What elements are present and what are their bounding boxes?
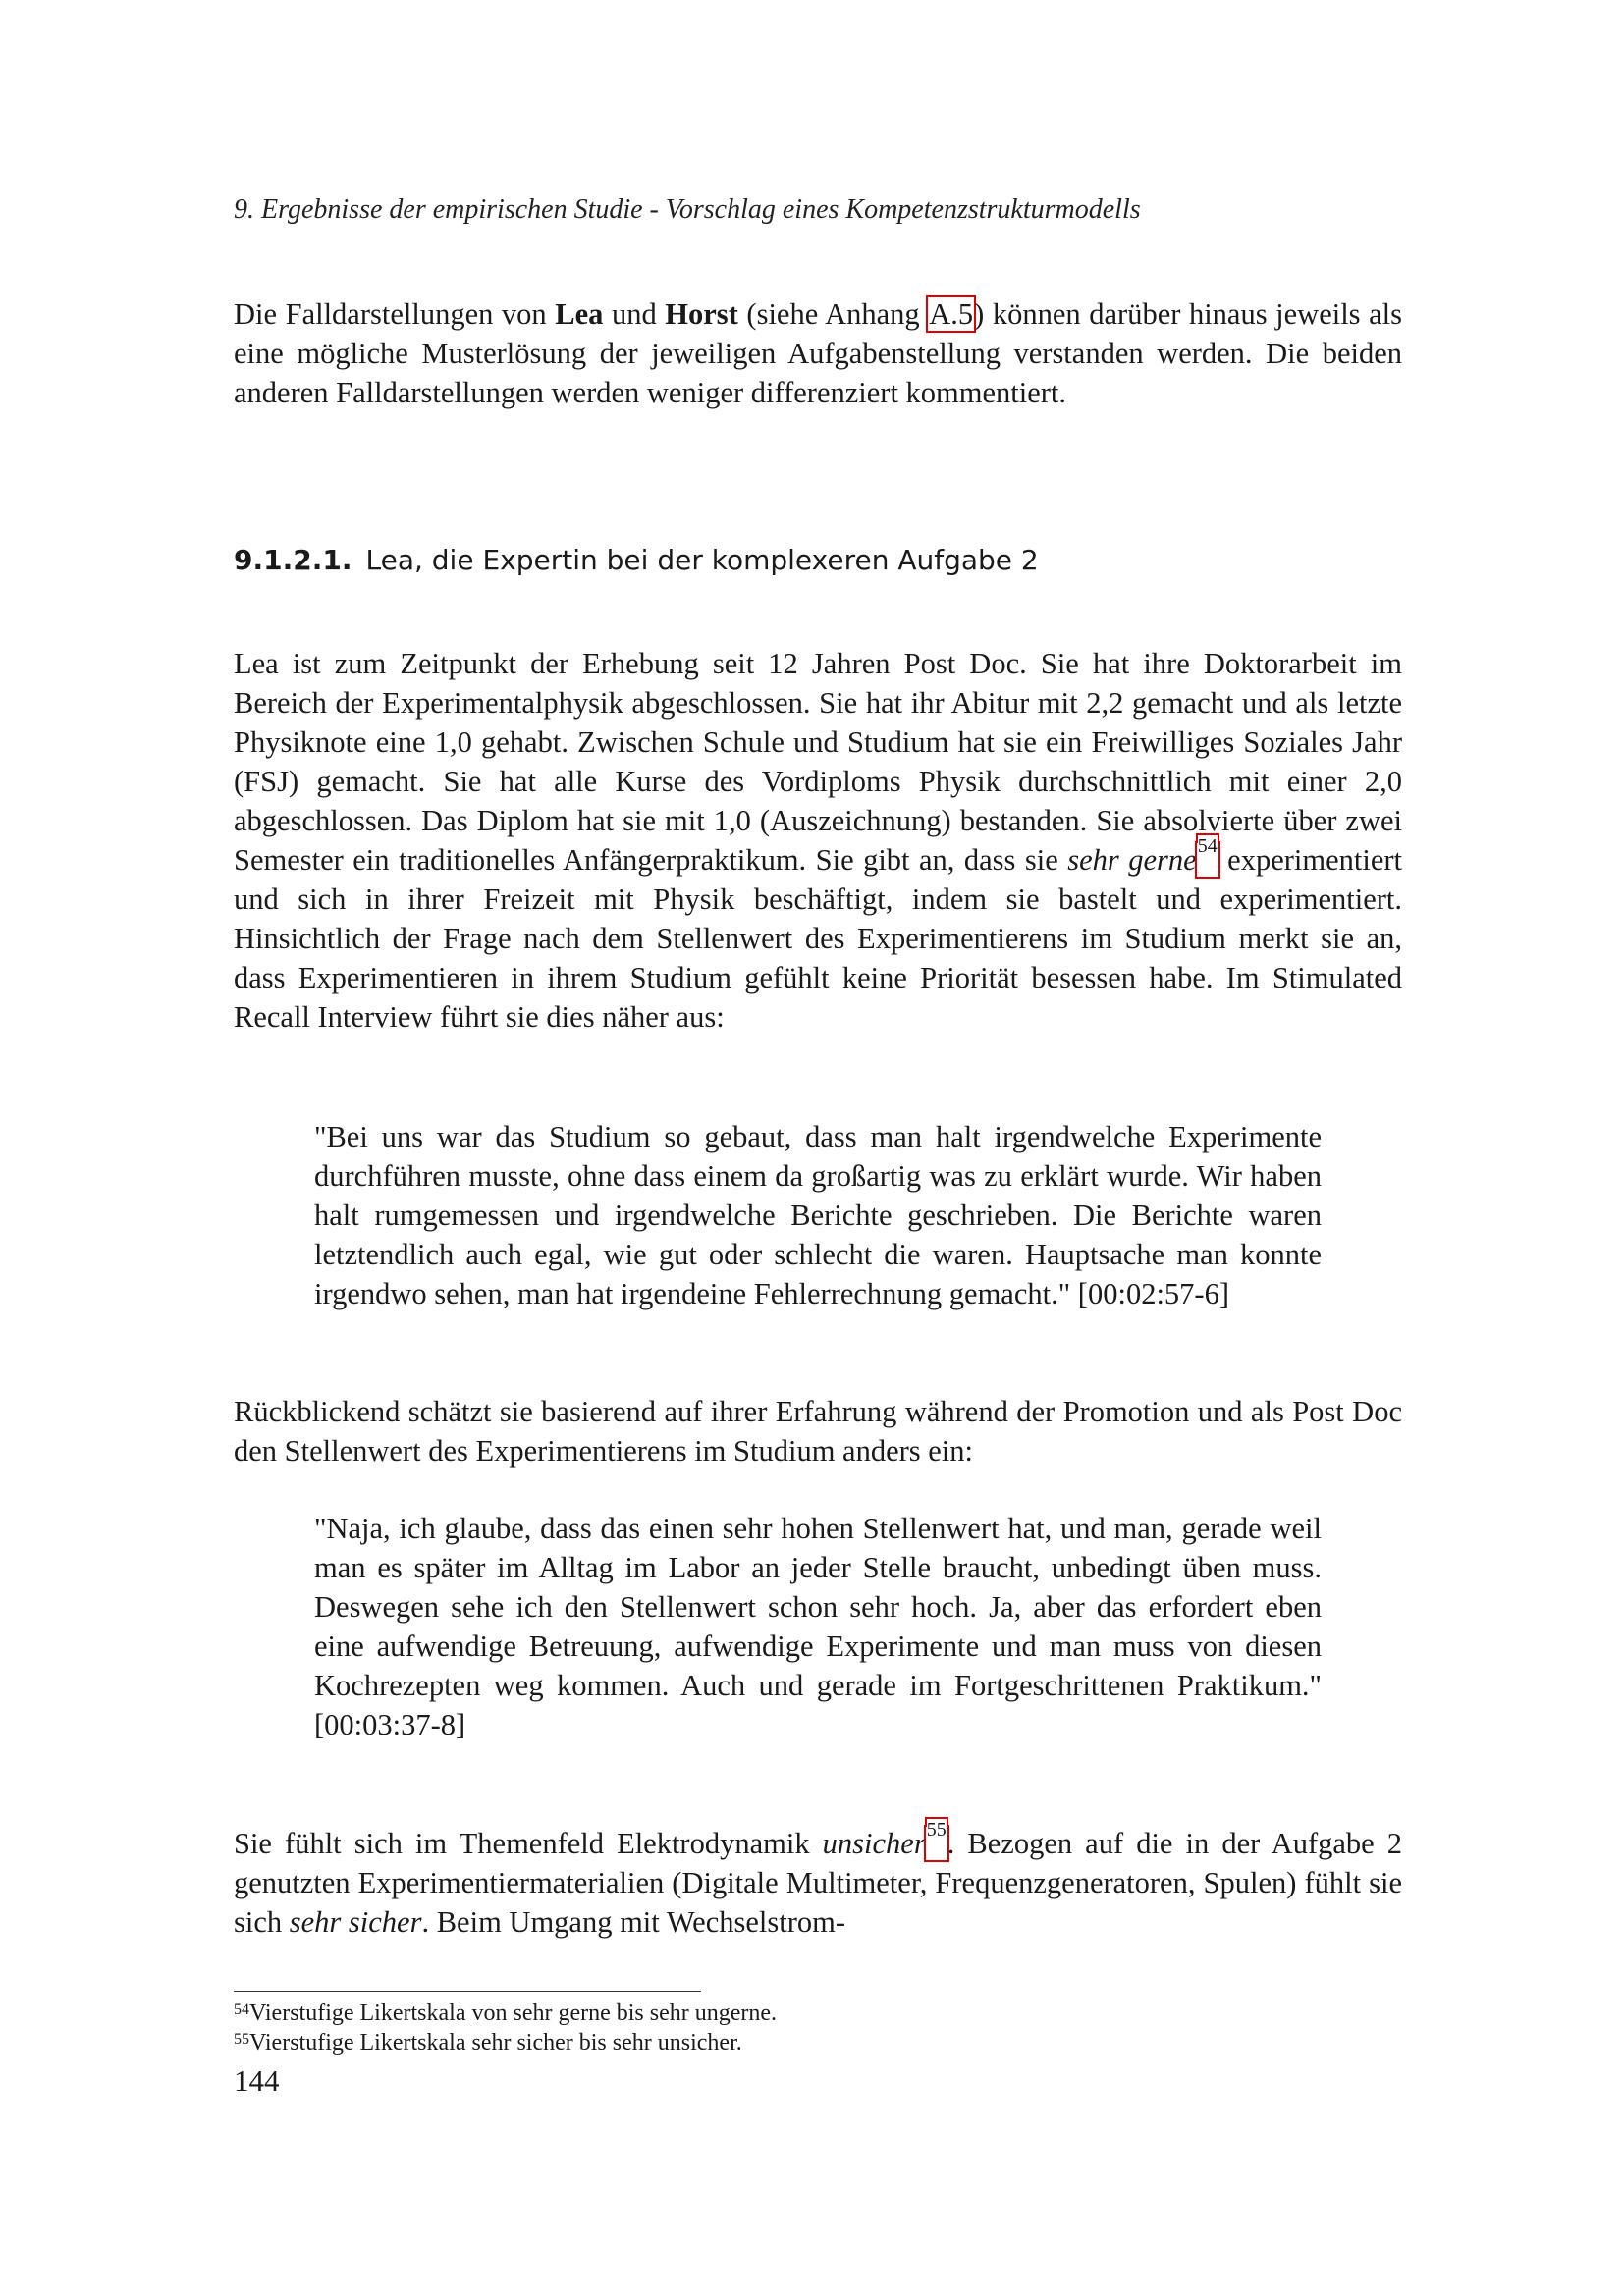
intro-paragraph (234, 294, 1402, 412)
paragraph-text: Lea ist zum Zeitpunkt der Erhebung seit 12 Jahren Post Doc. Sie hat ihre Doktorarbeit im Bereich der Experimentalphysik abgeschlossen. Sie hat ihr Abitur mit 2,2 gemacht und als letzte Physiknote eine 1,0 gehabt. Zwischen Schule und Studium hat sie ein Freiwilliges Soziales Jahr (FSJ) gemacht. Sie hat alle Kurse des Vordiploms Physik durchschnittlich mit einer 2,0 abgeschlossen. Das Diplom hat sie mit 1,0 (Auszeichnung) bestanden. Sie absolvierte über zwei Semester ein traditionelles Anfängerpraktikum. Sie gibt an, dass sie (234, 647, 1402, 877)
appendix-link[interactable]: A.5 (929, 297, 974, 331)
emphasis-text: unsicher (822, 1827, 926, 1860)
paragraph-text: Sie fühlt sich im Themenfeld Elektrodynamik (234, 1827, 823, 1860)
footnote-marker: 54 (1197, 835, 1218, 857)
footnote-54 (234, 1999, 1402, 2028)
body-paragraph-3 (234, 1819, 1402, 1942)
emphasis-text: sehr gerne (1067, 843, 1197, 877)
section-number: 9.1.2.1. (234, 544, 352, 576)
paragraph-text: . Bezogen auf die in der Aufgabe 2 genutzten Experimentiermaterialien (Digitale Multimeter, Frequenzgeneratoren, Spulen) fühlt sie sich (234, 1827, 1402, 1939)
intro-text: (siehe Anhang (737, 297, 929, 331)
footnote-ref-54[interactable] (1197, 835, 1218, 877)
section-title: Lea, die Expertin bei der komplexeren Aufgabe 2 (365, 544, 1039, 576)
paragraph-text: experimentiert und sich in ihrer Freizeit mit Physik beschäftigt, indem sie bastelt und experimentiert. Hinsichtlich der Frage nach dem Stellenwert des Experimentierens im Studium merkt sie an, dass Experimentieren in ihrem Studium gefühlt keine Priorität besessen habe. Im Stimulated Recall Interview führt sie dies näher aus: (234, 843, 1402, 1034)
quote-block-1: "Bei uns war das Studium so gebaut, dass man halt irgendwelche Experimente durchführen musste, ohne dass einem da großartig was zu erklärt wurde. Wir haben halt rumgemessen und irgendwelche Berichte geschrieben. Die Berichte waren letztendlich auch egal, wie gut oder schlecht die waren. Hauptsache man konnte irgendwo sehen, man hat irgendeine Fehlerrechnung gemacht." [00:02:57-6] (314, 1120, 1322, 1310)
intro-text: ) können darüber hinaus jeweils als eine mögliche Musterlösung der jeweiligen Aufgabenstellung verstanden werden. Die beiden anderen Falldarstellungen werden weniger differenziert kommentiert. (234, 297, 1402, 409)
intro-text: Die Falldarstellungen von (234, 297, 556, 331)
running-header: 9. Ergebnisse der empirischen Studie - Vorschlag eines Kompetenzstrukturmodells (234, 194, 1141, 225)
footnote-text: Vierstufige Likertskala von sehr gerne bis sehr ungerne. (249, 2001, 778, 2026)
footnote-number: 55 (234, 2031, 249, 2048)
quote-block-2: "Naja, ich glaube, dass das einen sehr hohen Stellenwert hat, und man, gerade weil man es später im Alltag im Labor an jeder Stelle braucht, unbedingt üben muss. Deswegen sehe ich den Stellenwert schon sehr hoch. Ja, aber das erfordert eben eine aufwendige Betreuung, aufwendige Experimente und man muss von diesen Kochrezepten weg kommen. Auch und gerade im Fortgeschrittenen Praktikum." [00:03:37-8] (314, 1512, 1322, 1741)
footnote-marker: 55 (926, 1819, 947, 1841)
body-paragraph-2: Rückblickend schätzt sie basierend auf ihrer Erfahrung während der Promotion und als Post Doc den Stellenwert des Experimentierens im Studium anders ein: (234, 1395, 1402, 1468)
page-number: 144 (234, 2063, 280, 2098)
name-lea: Lea (555, 297, 604, 331)
footnote-ref-55[interactable] (926, 1819, 947, 1860)
footnote-text: Vierstufige Likertskala sehr sicher bis sehr unsicher. (249, 2030, 742, 2056)
body-paragraph-1 (234, 644, 1402, 1037)
paragraph-text: . Beim Umgang mit Wechselstrom- (421, 1905, 846, 1939)
footnote-55 (234, 2028, 1402, 2057)
name-horst: Horst (665, 297, 738, 331)
section-heading (234, 541, 1402, 580)
intro-text: und (603, 297, 666, 331)
footnote-divider (234, 1991, 701, 1992)
footnote-number: 54 (234, 2002, 249, 2018)
emphasis-text: sehr sicher (289, 1905, 422, 1939)
